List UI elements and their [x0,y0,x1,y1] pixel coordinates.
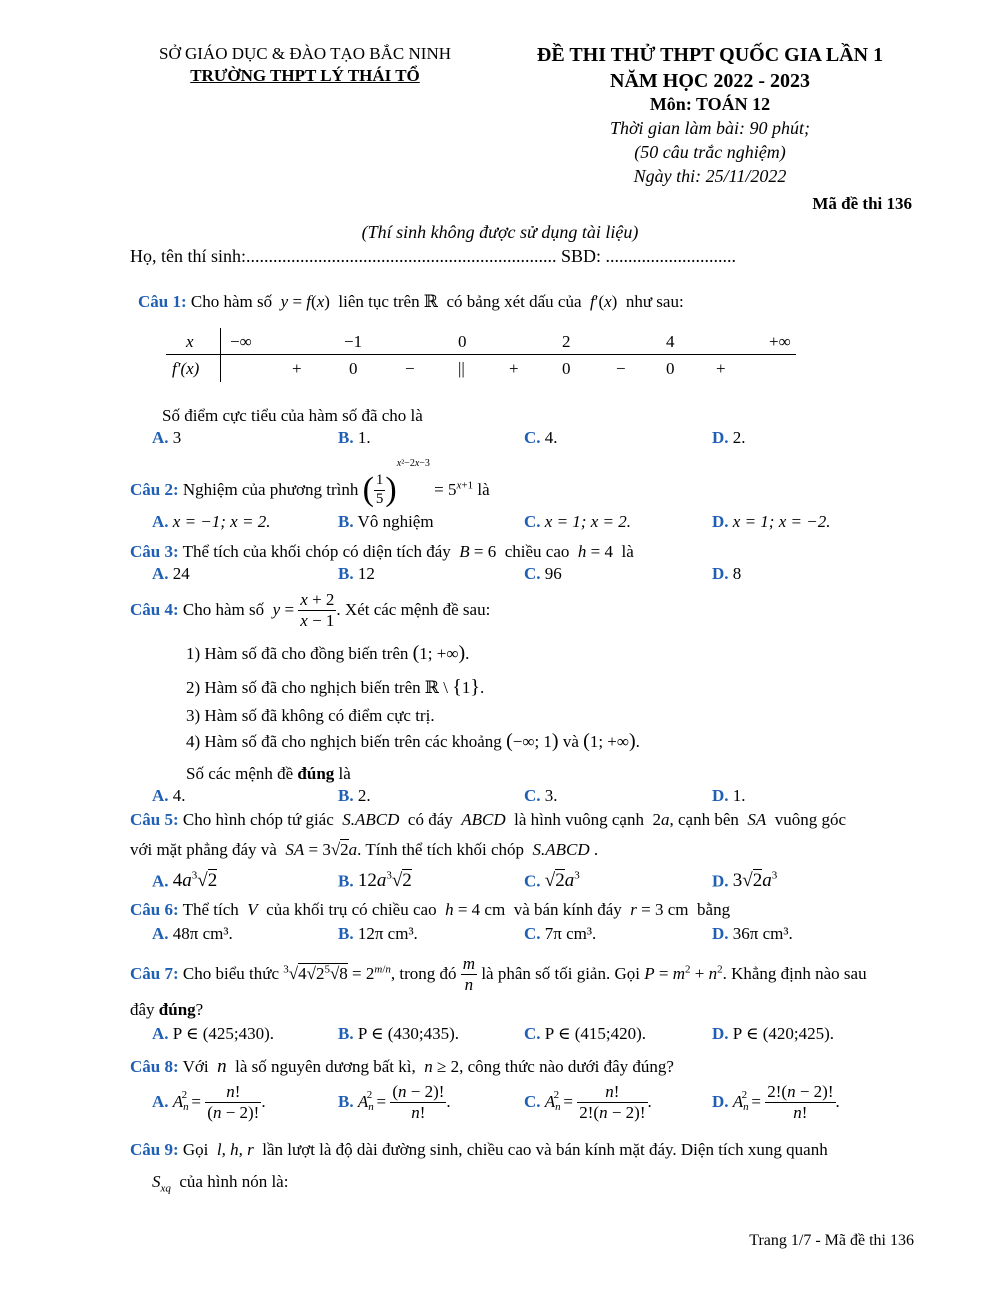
dept-name: SỞ GIÁO DỤC & ĐÀO TẠO BẮC NINH [159,44,451,63]
q2-option-a[interactable]: A. x = −1; x = 2. [152,512,271,531]
q3-option-a[interactable]: A. 24 [152,564,190,583]
question-count: (50 câu trắc nghiệm) [634,142,786,162]
notice: (Thí sinh không được sử dụng tài liệu) [361,222,639,242]
q6-option-b[interactable]: B. 12π cm³. [338,924,418,943]
q4-statement-4: 4) Hàm số đã cho nghịch biến trên các khoảng (−∞; 1) và (1; +∞). [186,730,640,752]
q5-stem-line1: Câu 5: Cho hình chóp tứ giác S.ABCD có đáy ABCD là hình vuông cạnh 2a, cạnh bên SA vuông góc [130,810,847,829]
q7-option-d[interactable]: D. P ∈ (420;425). [712,1024,834,1043]
q4-option-b[interactable]: B. 2. [338,786,371,805]
q9-stem-line1: Câu 9: Gọi l, h, r lần lượt là độ dài đường sinh, chiều cao và bán kính mặt đáy. Diện tích xung quanh [130,1140,828,1159]
q5-option-a[interactable]: A. $4a^3√2$ [152,870,218,892]
sign-table-f: 0 [666,359,675,378]
sign-table-x: −1 [344,332,363,351]
sign-table-x-label: x [186,332,194,351]
sign-table-f-label: f′(x) [172,359,200,378]
q3-option-b[interactable]: B. 12 [338,564,375,583]
page-footer: Trang 1/7 - Mã đề thi 136 [749,1232,914,1249]
q5-option-b[interactable]: B. $12a^3√2$ [338,870,412,892]
sign-table-x: 0 [458,332,467,351]
q5-option-c[interactable]: C. $√2a^3$ [524,870,580,892]
sign-table-x: −∞ [230,332,252,351]
exam-date: Ngày thi: 25/11/2022 [633,166,787,186]
q4-statement-1: 1) Hàm số đã cho đồng biến trên (1; +∞). [186,642,470,664]
exam-code: Mã đề thi 136 [812,194,912,213]
q5-option-d[interactable]: D. $3√2a^3$ [712,870,778,892]
q4-statement-3: 3) Hàm số đã không có điểm cực trị. [186,706,435,725]
q4-stem: Câu 4: Cho hàm số y = $\frac{x + 2}{x - 1}$ . Xét các mệnh đề sau: [130,590,491,630]
q8-option-b[interactable]: B. $A_n^2$ = $\frac{(n - 2)!}{n!}$ . [338,1082,451,1122]
candidate-line: Họ, tên thí sinh:..................................................................... SBD: ............................. [130,246,737,266]
q8-stem: Câu 8: Với n là số nguyên dương bất kì, n ≥ 2, công thức nào dưới đây đúng? [130,1056,674,1077]
q1-question: Số điểm cực tiểu của hàm số đã cho là [162,406,423,425]
q6-stem: Câu 6: Thể tích V của khối trụ có chiều cao h = 4 cm và bán kính đáy r = 3 cm bằng [130,900,731,919]
sign-table-f: − [405,359,415,378]
q4-option-d[interactable]: D. 1. [712,786,746,805]
q8-option-d[interactable]: D. $A_n^2$ = $\frac{2!(n - 2)!}{n!}$ . [712,1082,840,1122]
sign-table-f: + [716,359,726,378]
subject: Môn: TOÁN 12 [649,94,771,114]
q7-option-c[interactable]: C. P ∈ (415;420). [524,1024,646,1043]
q1-option-b[interactable]: B. 1. [338,428,371,447]
q2-option-c[interactable]: C. x = 1; x = 2. [524,512,631,531]
q4-count: Số các mệnh đề đúng là [186,764,351,783]
sign-table-f: + [292,359,302,378]
q6-option-a[interactable]: A. 48π cm³. [152,924,233,943]
q3-stem: Câu 3: Thể tích của khối chóp có diện tích đáy B = 6 chiều cao h = 4 là [130,542,634,561]
q7-stem-line2: đây đúng? [130,1000,204,1019]
sign-table-f: − [616,359,626,378]
q1-option-c[interactable]: C. 4. [524,428,558,447]
q4-option-a[interactable]: A. 4. [152,786,186,805]
q5-stem-line2: với mặt phẳng đáy và SA = 3√2a. Tính thể tích khối chóp S.ABCD . [130,840,599,859]
sign-table-f: 0 [349,359,358,378]
sign-table [166,328,796,382]
q1-option-a[interactable]: A. 3 [152,428,182,447]
school-year: NĂM HỌC 2022 - 2023 [610,70,810,92]
sign-table-x: 2 [562,332,571,351]
q8-option-c[interactable]: C. $A_n^2$ = $\frac{n!}{2!(n - 2)!}$ . [524,1082,652,1122]
sign-table-x: +∞ [769,332,791,351]
q8-option-a[interactable]: A. $A_n^2$ = $\frac{n!}{(n - 2)!}$ . [152,1082,266,1122]
q7-stem-line1: Câu 7: Cho biểu thức $^3√4√2^5√8 = 2^{m/n}$, trong đó $\frac{m}{n}$ là phân số tối giản. Gọi $P = m^2 + n^2$. Khẳng định nào sau [130,954,867,994]
q2-option-b[interactable]: B. Vô nghiệm [338,512,434,531]
q1-stem: Câu 1: Cho hàm số y = f(x) liên tục trên ℝ có bảng xét dấu của f′(x) như sau: [138,292,684,311]
exam-title: ĐỀ THI THỬ THPT QUỐC GIA LẦN 1 [536,44,884,66]
sign-table-f: + [509,359,519,378]
q6-option-c[interactable]: C. 7π cm³. [524,924,597,943]
duration: Thời gian làm bài: 90 phút; [609,118,811,138]
sign-table-x: 4 [666,332,675,351]
school-name: TRƯỜNG THPT LÝ THÁI TỔ [190,66,420,85]
q7-option-a[interactable]: A. P ∈ (425;430). [152,1024,274,1043]
q3-option-d[interactable]: D. 8 [712,564,742,583]
q3-option-c[interactable]: C. 96 [524,564,562,583]
sign-table-f: || [458,359,465,378]
q4-statement-2: 2) Hàm số đã cho nghịch biến trên ℝ \ {1}. [186,676,485,698]
q7-option-b[interactable]: B. P ∈ (430;435). [338,1024,460,1043]
q1-option-d[interactable]: D. 2. [712,428,746,447]
q4-option-c[interactable]: C. 3. [524,786,558,805]
q2-option-d[interactable]: D. x = 1; x = −2. [712,512,831,531]
q2-stem: Câu 2: Nghiệm của phương trình ( $\frac{1}{5}$ )$^{x^2-2x-3} = 5^{x+1}$ là [130,458,490,509]
q6-option-d[interactable]: D. 36π cm³. [712,924,793,943]
q9-stem-line2: $S_{xq}$ của hình nón là: [152,1172,289,1195]
sign-table-f: 0 [562,359,571,378]
